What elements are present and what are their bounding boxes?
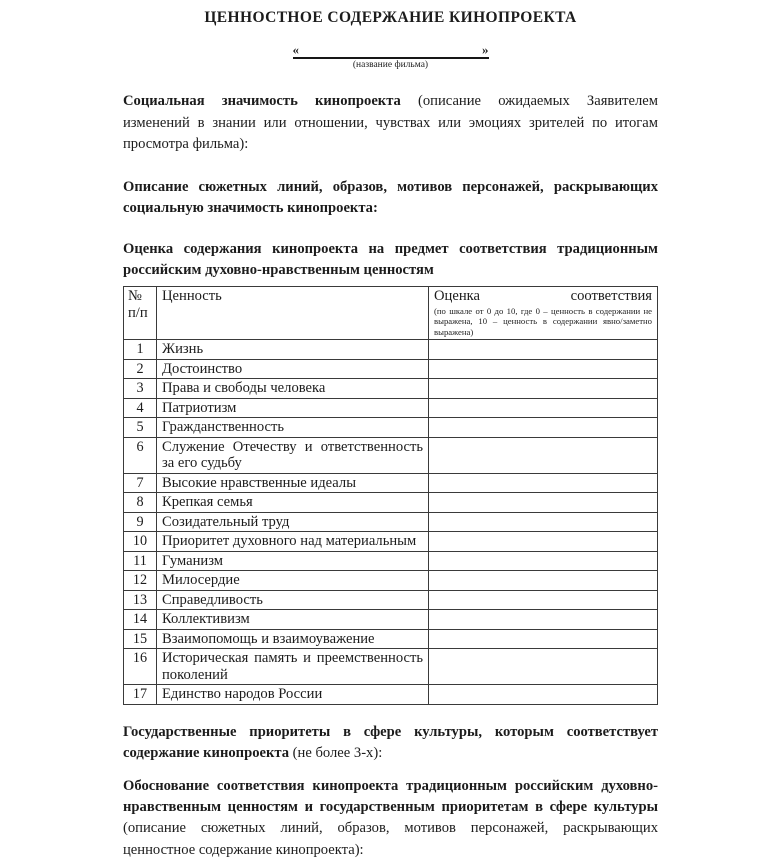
row-value-name: Приоритет духовного над материальным <box>157 532 429 552</box>
row-number: 1 <box>124 340 157 360</box>
table-row <box>124 551 658 571</box>
row-number: 15 <box>124 629 157 649</box>
row-number: 3 <box>124 379 157 399</box>
paragraph-state-priorities-bold: Государственные приоритеты в сфере культуры, которым соответствует содержание кинопроекта <box>123 723 658 762</box>
row-value-name: Гражданственность <box>157 418 429 438</box>
table-row <box>124 610 658 630</box>
row-number: 7 <box>124 473 157 493</box>
row-number: 17 <box>124 685 157 705</box>
row-value-name: Созидательный труд <box>157 512 429 532</box>
paragraph-plot-description-bold: Описание сюжетных линий, образов, мотивов персонажей, раскрывающих социальную значимость кинопроекта: <box>123 178 658 216</box>
score-scale-note: (по шкале от 0 до 10, где 0 – ценность в содержании не выражена, 10 – ценность в содержании явно/заметно выражена) <box>434 305 652 337</box>
table-row <box>124 629 658 649</box>
row-number: 9 <box>124 512 157 532</box>
close-quote: » <box>482 42 489 57</box>
row-score-cell <box>429 629 658 649</box>
row-score-cell <box>429 418 658 438</box>
table-row <box>124 493 658 513</box>
paragraph-justification <box>123 776 658 861</box>
table-row <box>124 379 658 399</box>
table-row <box>124 590 658 610</box>
row-score-cell <box>429 359 658 379</box>
row-score-cell <box>429 340 658 360</box>
row-value-name: Патриотизм <box>157 398 429 418</box>
table-row <box>124 571 658 591</box>
row-value-name: Достоинство <box>157 359 429 379</box>
paragraph-state-priorities-rest: (не более 3-х): <box>289 745 383 762</box>
row-number: 12 <box>124 571 157 591</box>
row-value-name: Крепкая семья <box>157 493 429 513</box>
table-row <box>124 512 658 532</box>
row-score-cell <box>429 512 658 532</box>
row-number: 8 <box>124 493 157 513</box>
row-value-name: Коллективизм <box>157 610 429 630</box>
row-value-name: Взаимопомощь и взаимоуважение <box>157 629 429 649</box>
score-title-left: Оценка <box>434 287 480 304</box>
table-row <box>124 398 658 418</box>
row-score-cell <box>429 473 658 493</box>
paragraph-social-significance-rest: (описание ожидаемых Заявителем изменений в знании или отношении, чувствах или эмоциях зрителей по итогам просмотра фильма): <box>123 93 658 152</box>
table-row <box>124 685 658 705</box>
row-score-cell <box>429 685 658 705</box>
paragraph-assessment-heading-bold: Оценка содержания кинопроекта на предмет соответствия традиционным российским духовно-нравственным ценностям <box>123 240 658 278</box>
table-row <box>124 359 658 379</box>
values-table <box>123 286 658 705</box>
row-score-cell <box>429 610 658 630</box>
row-number: 2 <box>124 359 157 379</box>
row-number: 14 <box>124 610 157 630</box>
row-score-cell <box>429 398 658 418</box>
row-value-name: Права и свободы человека <box>157 379 429 399</box>
open-quote: « <box>292 42 299 57</box>
values-table-header-row <box>124 286 658 340</box>
row-score-cell <box>429 551 658 571</box>
table-row <box>124 649 658 685</box>
film-name-blank <box>293 43 489 59</box>
column-header-number: № п/п <box>124 286 157 340</box>
paragraph-state-priorities <box>123 722 658 765</box>
paragraph-justification-rest: (описание сюжетных линий, образов, мотивов персонажей, раскрывающих ценностное содержание кинопроекта): <box>123 820 658 858</box>
row-score-cell <box>429 493 658 513</box>
row-value-name: Историческая память и преемственность поколений <box>157 649 429 685</box>
row-value-name: Справедливость <box>157 590 429 610</box>
row-score-cell <box>429 590 658 610</box>
paragraph-plot-description <box>123 177 658 220</box>
table-row <box>124 418 658 438</box>
row-value-name: Единство народов России <box>157 685 429 705</box>
paragraph-social-significance <box>123 91 658 156</box>
row-value-name: Гуманизм <box>157 551 429 571</box>
values-table-body <box>124 340 658 705</box>
paragraph-assessment-heading <box>123 239 658 281</box>
row-score-cell <box>429 571 658 591</box>
table-row <box>124 340 658 360</box>
page-title: ЦЕННОСТНОЕ СОДЕРЖАНИЕ КИНОПРОЕКТА <box>204 9 577 26</box>
column-header-score-title <box>434 288 652 305</box>
row-number: 11 <box>124 551 157 571</box>
table-row <box>124 437 658 473</box>
table-row <box>124 473 658 493</box>
paragraph-social-significance-bold: Социальная значимость кинопроекта <box>123 93 401 109</box>
row-number: 6 <box>124 437 157 473</box>
row-value-name: Высокие нравственные идеалы <box>157 473 429 493</box>
column-header-score <box>429 286 658 340</box>
row-number: 4 <box>124 398 157 418</box>
row-score-cell <box>429 532 658 552</box>
row-number: 5 <box>124 418 157 438</box>
row-number: 13 <box>124 590 157 610</box>
row-score-cell <box>429 649 658 685</box>
row-score-cell <box>429 379 658 399</box>
row-value-name: Служение Отечеству и ответственность за его судьбу <box>157 437 429 473</box>
film-name-line <box>123 41 658 70</box>
row-score-cell <box>429 437 658 473</box>
row-number: 10 <box>124 532 157 552</box>
score-title-right: соответствия <box>570 287 652 304</box>
row-value-name: Милосердие <box>157 571 429 591</box>
paragraph-justification-bold: Обоснование соответствия кинопроекта традиционным российским духовно-нравственным ценностям и государственным приоритетам в сфере культуры <box>123 777 658 816</box>
film-name-caption: (название фильма) <box>352 60 429 70</box>
row-value-name: Жизнь <box>157 340 429 360</box>
row-number: 16 <box>124 649 157 685</box>
table-row <box>124 532 658 552</box>
column-header-value: Ценность <box>157 286 429 340</box>
